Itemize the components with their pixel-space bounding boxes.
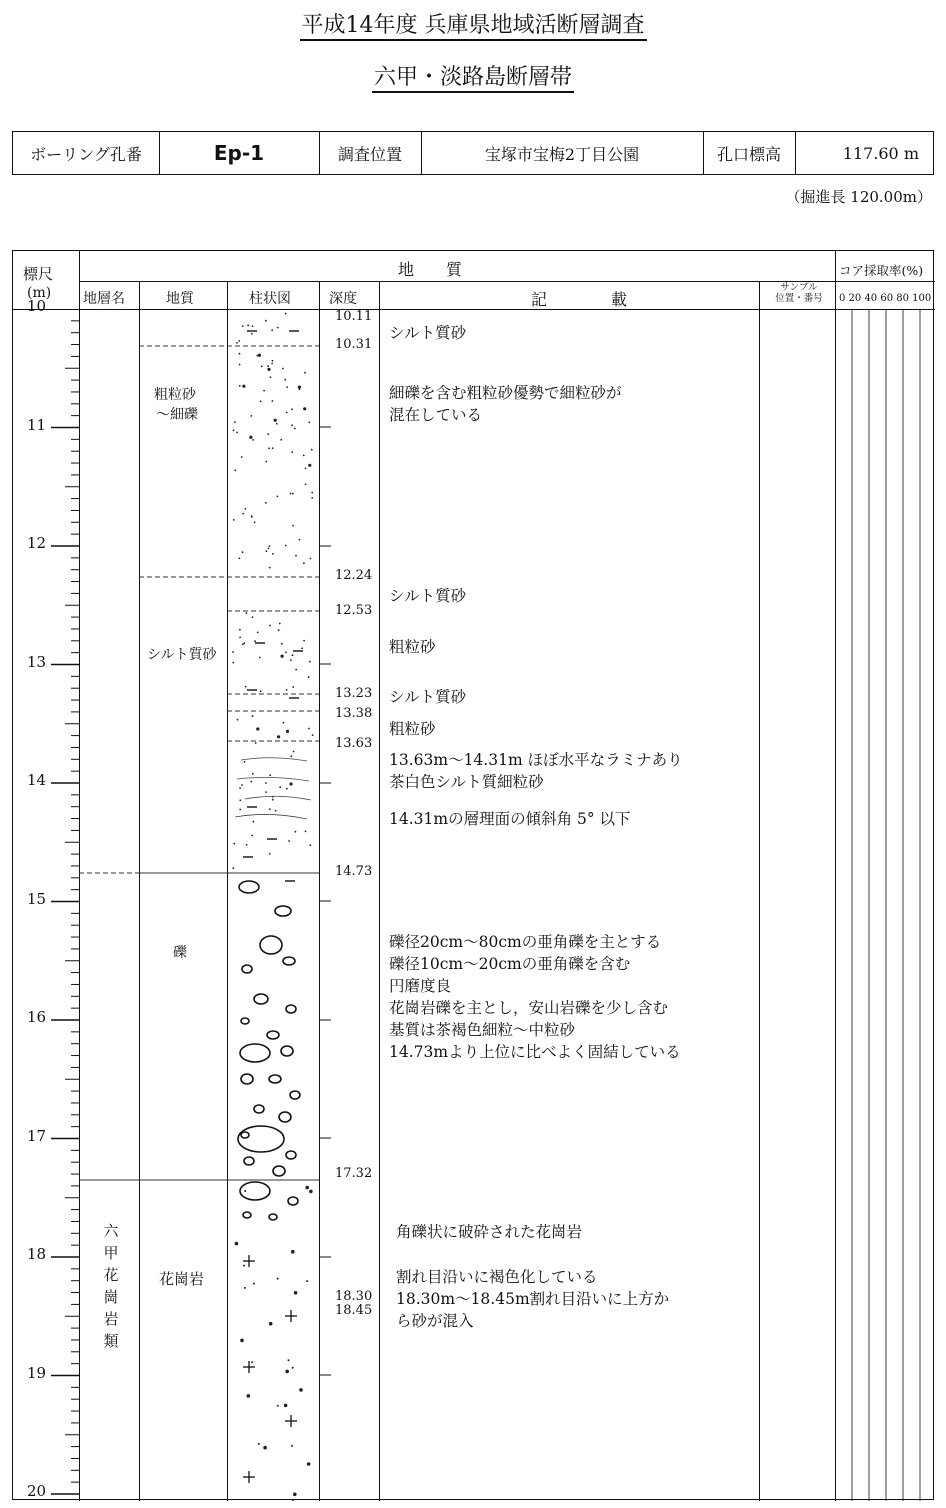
scale-tick-label: 15: [27, 889, 47, 908]
scale-tick-label: 19: [27, 1363, 47, 1382]
lithology-granite: 花崗岩: [159, 1270, 205, 1288]
lithology-gravel: 礫: [173, 945, 187, 961]
lithology-header: 地質: [166, 291, 194, 307]
scale-tick-label: 12: [27, 534, 47, 552]
description-line: 粗粒砂: [389, 638, 436, 656]
description-line: 粗粒砂: [389, 720, 436, 738]
scale-tick-label: 11: [27, 415, 47, 434]
boring-label: ボーリング孔番: [30, 144, 142, 164]
report-title-text: 平成14年度 兵庫県地域活断層調査: [300, 13, 647, 41]
scale-unit: (m): [27, 285, 52, 301]
core-grid: [835, 309, 935, 1501]
description-header: 記 載: [531, 290, 628, 309]
boring-log: [12, 250, 934, 1500]
description-line: シルト質砂: [389, 587, 467, 605]
description-line: ら砂が混入: [396, 1312, 474, 1330]
depth-value: 18.30: [335, 1289, 373, 1304]
description-line: 茶白色シルト質細粒砂: [389, 773, 544, 791]
description-line: 細礫を含む粗粒砂優勢で細粒砂が: [389, 384, 622, 402]
description-line: 礫径10cm～20cmの亜角礫を含む: [389, 955, 631, 973]
depth-value: 18.45: [335, 1303, 373, 1318]
depth-value: 12.53: [335, 603, 373, 618]
description-line: 14.31mの層理面の傾斜角 5° 以下: [389, 810, 631, 828]
description-line: 18.30m～18.45m割れ目沿いに上方か: [396, 1290, 670, 1308]
sample-header: サンプル 位置・番号: [775, 282, 823, 304]
scale-tick-label: 20: [27, 1482, 47, 1500]
report-title: [0, 8, 946, 39]
elevation-value: 117.60 m: [842, 143, 919, 163]
depth-value: 10.31: [335, 337, 373, 352]
scale-tick-label: 18: [27, 1245, 47, 1263]
description-line: 混在している: [389, 406, 483, 424]
depth-header: 深度: [329, 291, 357, 307]
description-line: シルト質砂: [389, 324, 467, 342]
depth-value: 13.23: [335, 686, 373, 701]
lithology-fine-gravel: ～細礫: [156, 407, 198, 423]
lithology-coarse-sand: 粗粒砂: [154, 387, 196, 403]
fault-title: [0, 60, 946, 91]
elevation-label: 孔口標高: [716, 144, 781, 164]
drill-length: （掘進長 120.00m）: [785, 188, 932, 206]
description-line: 割れ目沿いに褐色化している: [396, 1268, 598, 1286]
depth-value: 12.24: [335, 568, 373, 583]
boring-no: Ep-1: [213, 141, 265, 165]
location-label: 調査位置: [337, 144, 402, 164]
scale-tick-label: 14: [27, 771, 47, 789]
fault-title-text: 六甲・淡路島断層帯: [372, 65, 574, 93]
scale-tick-label: 10: [27, 297, 47, 315]
core-scale: 0 20 40 60 80 100: [839, 293, 932, 304]
scale-tick-label: 13: [27, 652, 47, 671]
formation-name: 六 甲 花 崗 岩 類: [103, 1222, 119, 1350]
description-line: 円磨度良: [389, 977, 452, 995]
scale-tick-label: 16: [27, 1008, 47, 1026]
depth-value: 13.38: [335, 706, 373, 721]
core-header: コア採取率(%): [839, 263, 924, 278]
description-line: 角礫状に破砕された花崗岩: [396, 1223, 583, 1241]
depth-value: 10.11: [335, 309, 373, 324]
scale-header: 標尺: [23, 265, 54, 283]
description-line: 14.73mより上位に比べよく固結している: [389, 1043, 681, 1061]
formation-header: 地層名: [83, 291, 125, 307]
description-line: シルト質砂: [389, 688, 467, 706]
columnar-section: [227, 309, 319, 1501]
description-line: 13.63m～14.31m ほぼ水平なラミナあり: [389, 751, 683, 769]
description-line: 礫径20cm～80cmの亜角礫を主とする: [389, 933, 662, 951]
location-value: 宝塚市宝梅2丁目公園: [484, 144, 640, 164]
lithology-silty-sand: シルト質砂: [147, 647, 217, 663]
description-line: 花崗岩礫を主とし，安山岩礫を少し含む: [389, 999, 669, 1017]
column-header: 柱状図: [249, 291, 291, 307]
depth-value: 14.73: [335, 864, 373, 879]
scale-tick-label: 17: [27, 1126, 47, 1145]
depth-value: 17.32: [335, 1166, 373, 1181]
description-line: 基質は茶褐色細粒～中粒砂: [389, 1021, 576, 1039]
boring-info-table: [12, 131, 934, 175]
geology-header: 地 質: [398, 260, 463, 279]
depth-value: 13.63: [335, 736, 373, 751]
